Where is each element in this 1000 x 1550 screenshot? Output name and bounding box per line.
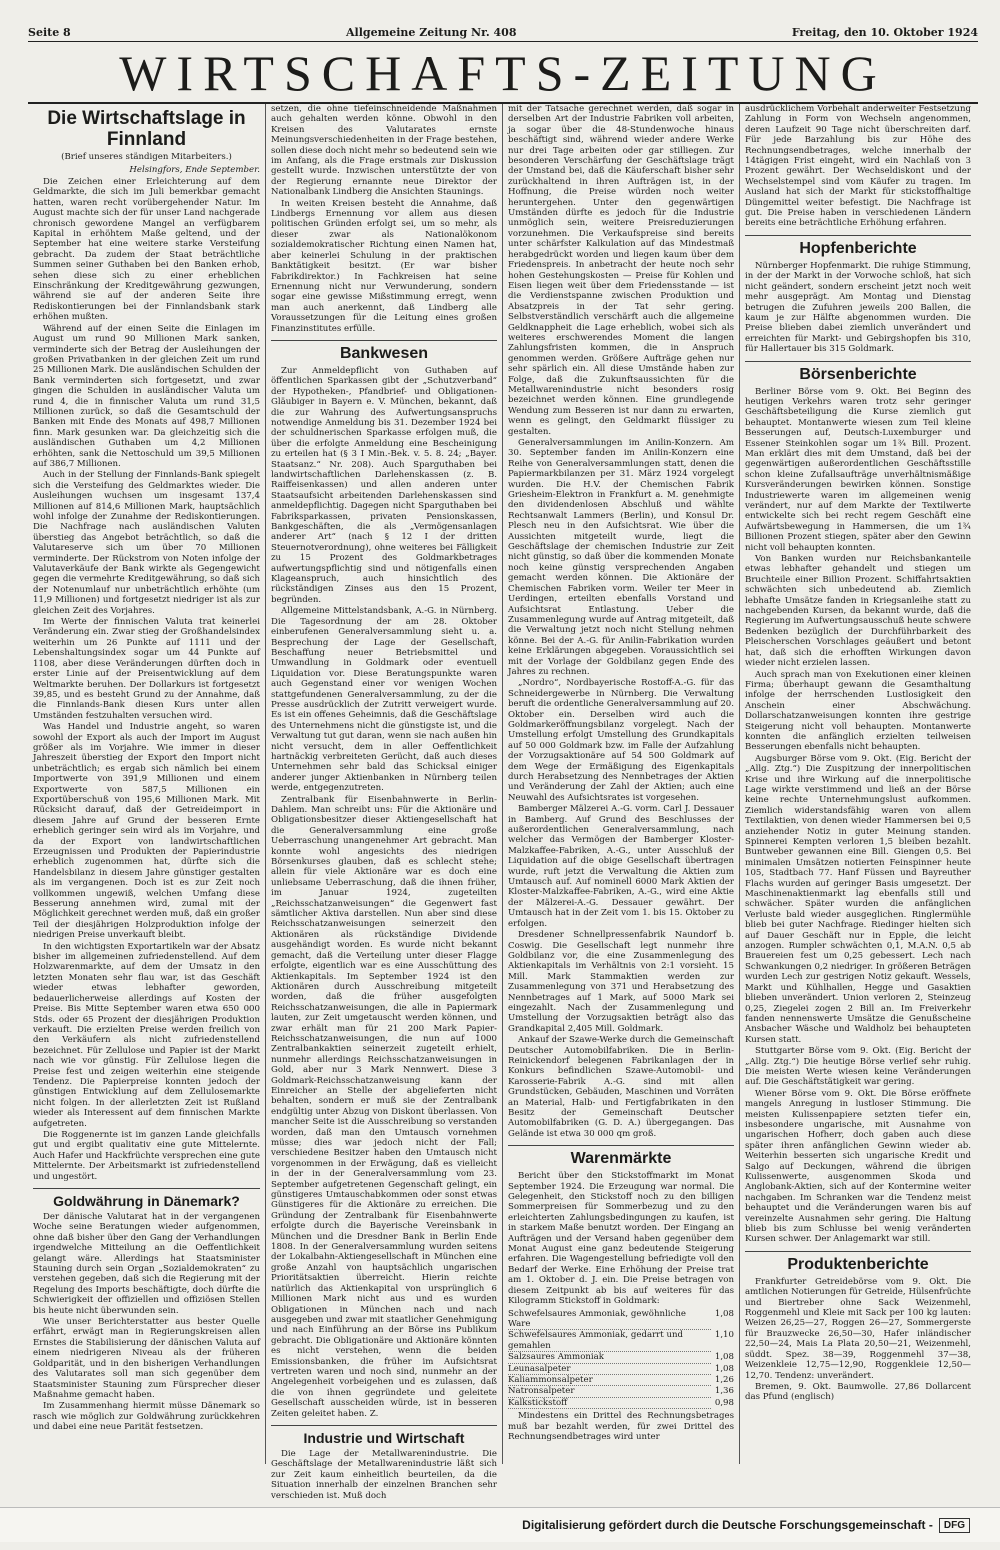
paragraph: Der dänische Valutarat hat in der vergangenen Woche seine Beratungen wieder aufgenommen, ohne daß bisher über den Gang der Verhandlungen irgendwelche Mitteilung an die Oeffentlichkeit gelangt wäre. Allerdings hat Staatsminister Stauning durch sein Organ „Sozialdemokraten“ zu verstehen gegeben, daß sich die Regierung mit der Regelung des Imports beschäftigte, doch dürfte die Schwierigkeit der offiziellen und offiziösen Stellen bis heute nicht überwunden sein. xyxy=(33,1212,260,1316)
table-row xyxy=(508,1386,734,1397)
paragraph: Wiener Börse vom 9. Okt. Die Börse eröffnete mangels Anregung in lustloser Stimmung. Die meisten Kulissenpapiere setzten tiefer ein, insbesondere ungarische, mit Ausnahme von ungarischen Hofherr, doch gaben auch diese später ihren anfänglichen Gewinn wieder ab. Weiterhin besserten sich ungarische Kredit und Salgo auf Deckungen, während die übrigen Kulissenwerte, ausgenommen Skoda und Anglobank-Aktien, sich auf der Kontermine weiter nachgaben. Im Schranken war die Tendenz meist behauptet und die Veränderungen waren bis auf vereinzelte Ausnahmen sehr gering. Die Haltung blieb bis zum Schlusse bei wenig veränderten Kursen schwer. Der Anlagemarkt war still. xyxy=(745,1088,971,1245)
article-title: Die Wirtschaftslage in Finnland xyxy=(47,108,246,150)
dateline: Helsingfors, Ende September. xyxy=(129,165,260,175)
table-row xyxy=(508,1375,734,1386)
paragraph: In den wichtigsten Exportartikeln war der Absatz bisher im allgemeinen zufriedenstellend. Auf dem Holzwarenmarkte, auf dem der Umsatz in den letzten Monaten sehr flau war, ist das Geschäft wieder etwas lebhafter geworden, bedauerlicherweise allerdings auf Kosten der Preise. Bis Mitte September waren etwa 650 000 Stds. oder 65 Prozent der diesjährigen Produktion verkauft. Die erzielten Preise werden freilich von den Verkäufern als nicht zufriedenstellend bezeichnet. Für Zellulose und Papier ist der Markt nach wie vor günstig. Für Zellulose liegen die Preise fest und zeigen weiterhin eine steigende Tendenz. Die Papierpreise konnten jedoch der günstigen Entwicklung auf dem Zellulosemarkte nicht folgen. In der allerletzten Zeit ist Rußland wieder als Interessent auf dem finnischen Markte aufgetreten. xyxy=(33,941,260,1129)
table-cell-name: Schwefelsaures Ammoniak, gedarrt und gemahlen xyxy=(508,1330,711,1352)
page-number: Seite 8 xyxy=(28,26,71,39)
paragraph: Berliner Börse vom 9. Okt. Bei Beginn des heutigen Verkehrs waren trotz sehr geringer Geschäftsbeteiligung die Kurse ziemlich gut behauptet. Montanwerte wiesen zum Teil kleine Besserungen auf, Deutsch-Luxemburger und Essener Steinkohlen sogar um 1¾ Bill. Prozent. Man erklärt dies mit dem Umstand, daß bei der gegenwärtigen außerordentlichen Geschäftsstille schon kleine Zufallsaufträge unverhältnismäßige Kursveränderungen bewirken können. Sonstige Industriewerte waren im allgemeinen wenig verändert, nur auf dem Markte der Textilwerte entwickelte sich bei recht regem Geschäft eine Aufwärtsbewegung in Hammersen, die um 1¾ Billionen Prozent stiegen, später aber den Gewinn nicht voll behaupten konnten. xyxy=(745,386,971,553)
paragraph: Was Handel und Industrie angeht, so waren sowohl der Export als auch der Import im August größer als im Vorjahre. Wie immer in dieser Jahreszeit überstieg der Export den Import nicht unbeträchtlich; es ergab sich nämlich bei einem Importwerte von 391,9 Millionen und einem Exportwerte von 587,5 Millionen ein Exportüberschuß von 195,6 Millionen Mark. Mit Rücksicht darauf, daß der Getreideimport in diesem Jahre auf Grund der besseren Ernte erheblich geringer sein wird als im Vorjahre, und da der Export von landwirtschaftlichen Erzeugnissen und Produkten der Papierindustrie erheblich zugenommen hat, dürfte sich die Handelsbilanz in diesem Jahre günstiger gestalten als im vergangenen. Doch ist es zur Zeit noch vollkommen ungewiß, welchen Umfang diese Besserung annehmen wird, zumal mit der Möglichkeit gerechnet werden muß, daß ein großer Teil der diesjährigen Holzproduktion infolge der niedrigen Preise unverkauft bleibt. xyxy=(33,722,260,941)
paragraph: Im Zusammenhang hiermit müsse Dänemark so rasch wie möglich zur Goldwährung zurückkehren und dabei eine neue Parität festsetzen. xyxy=(33,1401,260,1433)
section-heading-bankwesen: Bankwesen xyxy=(271,340,497,363)
price-table xyxy=(508,1309,734,1410)
paragraph: setzen, die ohne tiefeinschneidende Maßnahmen auch gehalten werden könne. Obwohl in den Kreisen des Valutarates ernste Meinungsverschiedenheiten in der Frage bestehen, sollen diese doch nicht mehr so bedeutend sein wie im Anfang, als die Frage erstmals zur Diskussion gestellt wurde. Inzwischen unterstützte der von der Regierung ernannte neue Direktor der Nationalbank Lindberg die Ansichten Staunings. xyxy=(271,104,497,198)
section-heading-industrie: Industrie und Wirtschaft xyxy=(271,1425,497,1446)
running-head xyxy=(28,26,978,42)
table-row xyxy=(508,1364,734,1375)
issue-title: Allgemeine Zeitung Nr. 408 xyxy=(346,26,517,39)
table-cell-name: Kaliammonsalpeter xyxy=(508,1375,711,1386)
paragraph: Allgemeine Mittelstandsbank, A.-G. in Nürnberg. Die Tagesordnung der am 28. Oktober einberufenen Generalversammlung sieht u. a. Besprechung der Lage der Gesellschaft, Beschaffung neuer Betriebsmittel und Umwandlung in Goldmark oder eventuell Liquidation vor. Diese Beratungspunkte waren auch Gegenstand einer vor wenigen Wochen stattgefundenen Generalversammlung, zu der die Presse ausdrücklich der Zutritt verweigert wurde. Es ist ein offenes Geheimnis, daß die Geschäftslage des Unternehmens nicht die günstigste ist, und die Verwaltung tut gut daran, wenn sie nach außen hin nicht versucht, dem in aller Oeffentlichkeit hartnäckig verbreiteten Gerücht, daß auch dieses Unternehmen sehr bald das Schicksal einiger anderer junger Aktienbanken in Nürnberg teilen werde, entgegenzutreten. xyxy=(271,606,497,794)
newspaper-page xyxy=(28,26,978,1506)
table-cell-value: 1,26 xyxy=(714,1374,734,1385)
masthead: WIRTSCHAFTS-ZEITUNG xyxy=(28,44,978,104)
paragraph: Von Banken wurden nur Reichsbankanteile etwas lebhafter gehandelt und stiegen um Bruchteile einer Billion Prozent. Schiffahrtsaktien schwächten sich unbedeutend ab. Ziemlich lebhafte Umsätze fanden in Kriegsanleihe statt zu nachgebenden Kursen, da bekannt wurde, daß die Regierung im Aufwertungsausschuß heute schwere Bedenken bezüglich der Durchführbarkeit des Pleischerschen Vorschlages geäußert und betont hat, daß sich die erhofften Wirkungen davon wieder nicht erzielen lassen. xyxy=(745,554,971,669)
paragraph: In weiten Kreisen besteht die Annahme, daß Lindbergs Ernennung vor allem aus diesen politischen Gründen erfolgt sei, um so mehr, als dieser zwar als Nationalökonom sozialdemokratischer Richtung einen Namen hat, aber keinerlei Schulung in der praktischen Banktätigkeit besitzt. (Er war bisher Fabrikdirektor.) In Fachkreisen hat seine Ernennung nicht nur Verwunderung, sondern sogar eine gewisse Mißstimmung erregt, wenn man auch anerkennt, daß Lindberg alle Voraussetzungen für die Leitung eines großen Finanzinstitutes erfülle. xyxy=(271,198,497,334)
paragraph: mit der Tatsache gerechnet werden, daß sogar in derselben Art der Industrie Fabriken voll arbeiten, ja sogar über die 48-Stundenwoche hinaus beschäftigt sind, während wieder andere Werke nur drei Tage arbeiten oder gar stilliegen. Zur besonderen Verschärfung der Geschäftslage trägt der Umstand bei, daß die Käuferschaft bisher sehr zurückhaltend in ihren Aufträgen ist, in der Hoffnung, die Preise würden noch weiter heruntergehen. Unter den gegenwärtigen Umständen dürfte es jedoch für die Industrie unmöglich sein, weitere Preisreduzierungen vorzunehmen. Die Verkaufspreise sind bereits unter schärfster Kalkulation auf das Mindestmaß herabgedrückt worden und liegen kaum über dem Friedenspreis. In anbetracht der heute noch sehr hohen Gestehungskosten — Preise für Kohlen und Eisen liegen weit über dem Friedensstande — ist die Verdienstspanne zwischen Produktion und Absatzpreis in der Tat sehr gering. Selbstverständlich verschärft auch die allgemeine Geldknappheit die Lage erheblich, wobei sich als weiteres erschwerendes Moment die langen Zahlungsfristen kommen, die in Anspruch genommen werden. Größere Aufträge gehen nur sehr spärlich ein. All diese Umstände haben zur Folge, daß die Zukunftsaussichten für die Metallwarenindustrie nicht besonders rosig bezeichnet werden können. Eine grundlegende Wendung zum Besseren ist nur dann zu erwarten, wenn es gelingt, den Geldmarkt flüssiger zu gestalten. xyxy=(508,104,734,437)
table-cell-name: Salzsaures Ammoniak xyxy=(508,1352,711,1363)
paragraph: Die Zeichen einer Erleichterung auf dem Geldmarkte, die sich im Juli bemerkbar gemacht hatten, waren recht vorübergehender Natur. Im August machte sich der für unser Land nachgerade chronisch gewordene Mangel an verfügbarem Kapital in erhöhtem Maße geltend, und der September hat eine weitere starke Versteifung gebracht. Da zudem der Staat beträchtliche Summen seiner Guthaben bei den Banken erhob, sehen diese sich zu einer erheblichen Einschränkung der Kreditgewährung gezwungen, während sie auf der anderen Seite ihre Rediskontierungen bei der Finnlandsbank stark erhöhen mußten. xyxy=(33,177,260,323)
paragraph: Bamberger Mälzerei A.-G. vorm. Carl J. Dessauer in Bamberg. Auf Grund des Beschlusses der außerordentlichen Generalversammlung, nach welcher das Vermögen der Bamberger Kloster-Malzkaffee-Fabriken, A.-G., unter Ausschluß der Liquidation auf die obige Gesellschaft übertragen wurde, ruft jetzt die Verwaltung die Aktien zum Umtausch auf. Auf nominell 6000 Mark Aktien der Kloster-Malzkaffee-Fabriken, A.-G., wird eine Aktie der Mälzerei-A.-G. Dessauer gewährt. Der Umtausch hat in der Zeit vom 1. bis 15. Oktober zu erfolgen. xyxy=(508,804,734,929)
table-row xyxy=(508,1309,734,1331)
column-3 xyxy=(502,104,739,1464)
table-cell-name: Schwefelsaures Ammoniak, gewöhnliche Ware xyxy=(508,1309,711,1331)
footer-text: Digitalisierung gefördert durch die Deutsche Forschungsgemeinschaft - xyxy=(522,1518,933,1532)
column-2 xyxy=(265,104,502,1501)
paragraph: Auch sprach man von Exekutionen einer kleinen Firma; überhaupt gewann die Gesamthaltung infolge der herrschenden Lustlosigkeit den Anschein einer Abschwächung. Dollarschatzanweisungen konnten ihre gestrige Steigerung nicht voll behaupten. Montanwerte konnten die anfänglich erzielten teilweisen Besserungen ebenfalls nicht behaupten. xyxy=(745,669,971,753)
paragraph: Während auf der einen Seite die Einlagen im August um rund 90 Millionen Mark sanken, verminderte sich der Betrag der Ausleihungen der großen Privatbanken in der gleichen Zeit um rund 25 Millionen Mark. Die ausländischen Schulden der Bank verminderten sich fortgesetzt, und zwar gingen die Schulden in ausländischer Valuta um rund 4, die in finnischer Valuta um rund 31,5 Millionen zurück, so daß die Gesamtschuld der Banken mit Ende des Monats auf 498,7 Millionen finn. Mark gesunken war. Da gleichzeitig sich die ausländischen Guthaben um 4,2 Millionen erhöhten, sank die Nettoschuld um 39,5 Millionen auf 386,7 Millionen. xyxy=(33,323,260,469)
paragraph: Im Werte der finnischen Valuta trat keinerlei Veränderung ein. Zwar stieg der Großhandelsindex weiterhin um 26 Punkte auf 1111 und der Lebenshaltungsindex sogar um 44 Punkte auf 1108, aber diese Veränderungen dürften doch in erster Linie auf der Preisentwicklung auf dem Weltmarkte beruhen. Der Dollarkurs ist fortgesetzt 39,85, und es besteht Grund zu der Annahme, daß die Finnlands-Bank diesen Kurs unter allen Umständen festzuhalten versuchen wird. xyxy=(33,617,260,721)
table-cell-value: 1,08 xyxy=(714,1352,734,1363)
paragraph: Ankauf der Szawe-Werke durch die Gemeinschaft Deutscher Automobilfabriken. Die in Berlin-Reinickendorf belegenen Fabrikanlagen der in Konkurs befindlichen Szawe-Automobil- und Karosserie-Fabrik A.-G. sind mit allen Grundstücken, Gebäuden, Maschinen und Vorräten an Material, Halb- und Fertigfabrikaten in den Besitz der Gemeinschaft Deutscher Automobilfabriken (G. D. A.) übergegangen. Das Gelände ist etwa 30 000 qm groß. xyxy=(508,1035,734,1139)
paragraph: Dresdener Schnellpressenfabrik Naundorf b. Coswig. Die Gesellschaft legt nunmehr ihre Goldbilanz vor, die eine Zusammenlegung des Aktienkapitals im Verhältnis von 2:1 vorsieht. 15 Mill. Mark Stammaktien werden zur Zusammenlegung von 371 und Herabsetzung des Nennbetrages auf 1 Mark, auf 5000 Mark sei eingezahlt. Nach der Zusammenlegung und Umstellung der Vorzugsaktien beträgt also das Grandkapital 2,405 Mill. Goldmark. xyxy=(508,930,734,1034)
section-heading-produkten: Produktenberichte xyxy=(745,1251,971,1274)
paragraph: Zur Anmeldepflicht von Guthaben auf öffentlichen Sparkassen gibt der „Schutzverband“ der Hypotheken-, Pfandbrief- und Obligationen-Gläubiger in Bayern e. V. München, bekannt, daß die zur Wahrung des Aufwertungsanspruchs notwendige Anmeldung bis 31. Dezember 1924 bei der schuldnerischen Sparkasse erfolgen muß, die über die erfolgte Anmeldung eine Bescheinigung zu erteilen hat (§ 3 I Min.-Bek. v. 5. 8. 24; „Bayer. Staatsanz.“ Nr. 208). Auch Sparguthaben bei landwirtschaftlichen Darlehenskassen (z. B. Raiffeisenkassen) und allen anderen unter Staatsaufsicht arbeitenden Darlehenskassen sind anmeldepflichtig. Dagegen nicht Sparguthaben bei Fabriksparkassen, privaten Pensionskassen, Bankgeschäften, die als „Vermögensanlagen anderer Art“ (nach § 12 I der dritten Steuernotverordnung), ohne weiteres bei Fälligkeit zu 15 Prozent des Goldmarkbetrages aufwertungspflichtig sind und nötigenfalls einen Klageanspruch, auch hinsichtlich des rückständigen Zinses aus den 15 Prozent, begründen. xyxy=(271,365,497,605)
section-heading-warenmaerkte: Warenmärkte xyxy=(508,1145,734,1168)
table-cell-value: 1,36 xyxy=(714,1386,734,1397)
paragraph: Bremen, 9. Okt. Baumwolle. 27,86 Dollarcent das Pfund (englisch) xyxy=(745,1381,971,1403)
paragraph: Mindestens ein Drittel des Rechnungsbetrages muß bar bezahlt werden, für zwei Drittel des Rechnungsendbetrages wird unter xyxy=(508,1411,734,1442)
article-subtitle: (Brief unseres ständigen Mitarbeiters.) xyxy=(61,152,232,162)
dfg-logo: DFG xyxy=(939,1518,970,1533)
section-heading-hopfen: Hopfenberichte xyxy=(745,235,971,258)
paragraph: Wie unser Berichterstatter aus bester Quelle erfährt, erwägt man in Regierungskreisen allen Ernstes die Stabilisierung der dänischen Valuta auf einem niedrigeren Niveau als der früheren Goldparität, und in den bisherigen Verhandlungen des Valutarates soll man sich gegenüber dem Staatsminister Stauning zum Fürsprecher dieser Maßnahme gemacht haben. xyxy=(33,1317,260,1400)
issue-date: Freitag, den 10. Oktober 1924 xyxy=(791,26,978,39)
paragraph: Stuttgarter Börse vom 9. Okt. (Eig. Bericht der „Allg. Ztg.“) Die heutige Börse verlief sehr ruhig. Die meisten Werte wiesen keine Veränderungen auf. Die Geschäftstätigkeit war gering. xyxy=(745,1046,971,1088)
paragraph: „Nordro“, Nordbayerische Rostoff-A.-G. für das Schneidergewerbe in Nürnberg. Die Verwaltung beruft die ordentliche Generalversammlung auf 20. Oktober ein. Derselben wird auch die Goldmarkeröffnungsbilanz vorgelegt. Nach der Umstellung erfolgt Umstellung des Grundkapitals auf 50 000 Goldmark bzw. im Falle der Aufzahlung der Vorzugsaktionäre auf 54 500 Goldmark auf dem Wege der Ermäßigung des Eigenkapitals durch Herabsetzung des Nennbetrages der Aktien und Veränderung der Zahl der Aktien; auch eine Neuwahl des Aufsichtsrates ist vorgesehen. xyxy=(508,678,734,803)
paragraph: Zentralbank für Eisenbahnwerte in Berlin-Dahlem. Man schreibt uns: Für die Aktionäre und Obligationsbesitzer dieser Aktiengesellschaft hat die Generalversammlung eine große Ueberraschung unangenehmer Art gebracht. Man konnte wohl angesichts des niedrigen Börsenkurses glauben, daß es schlecht stehe; allein für viele Aktionäre war es doch eine unliebsame Ueberraschung, daß die ihnen früher, im Januar 1924, zugeteilten „Reichsschatzanweisungen“ die Gegenwert fast sämtlicher Aktiva darstellen. Nun aber sind diese Reichsschatzanweisungen seinerzeit den Aktionären als rückständige Dividende ausgehändigt worden. Es wurde nicht bekannt gemacht, daß die Verteilung unter dieser Flagge erfolgte, eigentlich war es eine Ausschüttung des Aktienkapitals. Im September 1924 ist den Aktionären durch Ausschreibung mitgeteilt worden, daß die früher ausgefolgten Reichsschatzanweisungen, die alle in Papiermark lauten, zur Zeit umgetauscht werden können, und zwar erhält man für 21 200 Mark Papier-Reichsschatzanweisungen, die nun auf 1000 Zentralbankaktien seinerzeit zugeteilt erhielt, nunmehr allerdings Reichsschatzanweisungen in Gold, aber nur 3 Mark Nennwert. Diese 3 Goldmark-Reichsschatzanweisung kann der Einreicher an Stelle der abgelieferten nicht behalten, sondern er muß sie der Zentralbank endgültig unter Abzug von Diskont überlassen. Von mancher Seite ist die Ausschreibung so verstanden worden, daß man den Umtausch vornehmen müsse; dies war jedoch nicht der Fall; verschiedene Besitzer haben den Umtausch nicht vorgenommen in der Erwägung, daß es vielleicht in der in der Generalversammlung vom 23. September aufgetretenen Gegenschaft gelingt, ein günstigeres Umtauschabkommen oder sonst etwas Günstigeres für die Aktionäre zu erreichen. Die Gründung der Zentralbank für Eisenbahnwerte erfolgte durch die Bayerische Vereinsbank in München und die Dresdner Bank in Berlin Ende 1808. In der Generalversammlung wurden seitens der Lokalbahn-Aktiengesellschaft in München eine große Anzahl von hauptsächlich ungarischen Prioritätsaktien überreicht. Hierin reichte natürlich das Aktienkapital von ursprünglich 6 Millionen Mark nicht aus und es wurden Obligationen in München nach und nach ausgegeben und zwar mit staatlicher Genehmigung und nach Einführung an der Börse ins Publikum gebracht. Die Obligationäre und Aktionäre könnten es nicht verstehen, wenn die beiden Emissionsbanken, die früher im Aufsichtsrat vertreten waren und noch sind, nunmehr an der Angelegenheit vorbeigehen und es zulassen, daß die von ihnen gegründete und geleitete Gesellschaft ausscheiden würde, ist in besseren Zeiten geleitet haben. Z. xyxy=(271,794,497,1419)
table-cell-value: 1,08 xyxy=(714,1363,734,1374)
section-heading-boerse: Börsenberichte xyxy=(745,361,971,384)
paragraph: Auch in der Stellung der Finnlands-Bank spiegelt sich die Versteifung des Geldmarktes wieder. Die Ausleihungen wuchsen um insgesamt 137,4 Millionen auf 814,6 Millionen Mark, hauptsächlich wohl infolge der Zunahme der Rediskontierungen. Die Nachfrage nach ausländischen Valuten überstieg das Angebot beträchtlich, so daß die Valutareserve sich um über 70 Millionen verminderte. Der Rückstrom von Noten infolge der Valutaverkäufe der Bank wirkte als Gegengewicht gegen die vermehrte Kreditgewährung, so daß sich der Notenumlauf nur unbeträchtlich erhöhte (um 11,9 Millionen) und fortgesetzt niedriger ist als zur gleichen Zeit des Vorjahres. xyxy=(33,470,260,616)
table-row xyxy=(508,1330,734,1352)
article-title-2: Goldwährung in Dänemark? xyxy=(33,1188,260,1209)
table-row xyxy=(508,1398,734,1409)
paragraph: Nürnberger Hopfenmarkt. Die ruhige Stimmung, in der der Markt in der Vorwoche schloß, hat sich nicht geändert, sondern erscheint jetzt noch weit mehr ausgeprägt. Am Montag und Dienstag betrugen die Zufuhren jeweils 200 Ballen, die kaum je zur Hälfte abgenommen wurden. Die Preise blieben dabei ziemlich unverändert und erreichten für Markt- und Gebirgshopfen bis 310, für Hallertauer bis 315 Goldmark. xyxy=(745,260,971,355)
table-cell-name: Natronsalpeter xyxy=(508,1386,711,1397)
columns xyxy=(28,104,978,1501)
paragraph: Die Lage der Metallwarenindustrie. Die Geschäftslage der Metallwarenindustrie läßt sich zur Zeit kaum einheitlich beurteilen, da die Situation innerhalb der einzelnen Branchen sehr verschieden ist. Muß doch xyxy=(271,1448,497,1501)
table-cell-name: Kalkstickstoff xyxy=(508,1398,711,1409)
paragraph: Frankfurter Getreidebörse vom 9. Okt. Die amtlichen Notierungen für Getreide, Hülsenfrüchte und Biertreber ohne Sack Weizenmehl, Roggenmehl und Kleie mit Sack per 100 kg lauten: Weizen 26,25—27, Roggen 26—27, Sommergerste für Brauzwecke 26,50—30, Hafer inländischer 22,50—24, Mais La Plata 20,50—21, Weizenmehl, süddt. Spez. 38—39, Roggenmehl 37—38, Weizenkleie 12,75—12,90, Roggenkleie 12,50—12,70. Tendenz: unverändert. xyxy=(745,1276,971,1381)
paragraph: Augsburger Börse vom 9. Okt. (Eig. Bericht der „Allg. Ztg.“) Die Zuspitzung der innerpolitischen Krise und ihre Wirkung auf die innerpolitische Lage wirkte verstimmend und ließ an der Börse keine rechte Unternehmungslust aufkommen. Ziemlich widerstandsfähig waren von allem Textilaktien, von denen wieder Hammersen bei 0,5 anziehender Notiz in guter Meinung standen. Spinnerei Kempten verloren 1,5 bleiben bezahlt. Buntweber gewannen eine Bill. Giengen 0,5. Bei minimalen Umsätzen notierten Feinspinner heute 105, Stadtbach 77. Hanf Füssen und Bayreuther Flachs wurden auf geringer Basis umgesetzt. Der Maschinenaktienmarkt lag ebenfalls still und schwächer. Später wurden die anfänglichen Verluste bald wieder ausgeglichen. Ringlermühle blieb bei guter Nachfrage. Riedinger hielten sich auf Dauer Geschäft nur in Epple, die leicht anzogen. Rumpler schwächten 0,1, M.A.N. 0,5 ab Brauereien fest um 0,25 gebessert. Lech nach Schwankungen 0,2 niedriger. In größeren Beträgen wurden Lech zur gestrigen Notiz gekauft. Wessels, Markt und Kühlhallen, Hegge und Gasaktien blieben unverändert. Union verloren 2, Steinzeug 0,25, Ziegelei zogen 2 Bill an. Im Freiverkehr fanden nennenswerte Umsätze die Genußscheine Ansbacher Wäsche und Waldholz bei behaupteten Kursen statt. xyxy=(745,753,971,1045)
column-4 xyxy=(739,104,976,1464)
table-cell-name: Leunasalpeter xyxy=(508,1364,711,1375)
column-1 xyxy=(28,104,265,1464)
paragraph: Die Roggenernte ist im ganzen Lande gleichfalls gut und ergibt qualitativ eine gute Mittelernte. Auch Hafer und Hackfrüchte versprechen eine gute Mittelernte. Der Arbeitsmarkt ist zufriedenstellend und ungestört. xyxy=(33,1129,260,1182)
table-cell-value: 1,10 xyxy=(714,1330,734,1341)
paragraph: Generalversammlungen im Anilin-Konzern. Am 30. September fanden im Anilin-Konzern eine Reihe von Generalversammlungen statt, denen die Papiermarkbilanzen per 31. März 1924 vorgelegt wurden. Die H.V. der Chemischen Fabrik Griesheim-Elektron in Frankfurt a. M. genehmigte den dividendenlosen Abschluß und wählte Rechtsanwalt Lammers (Berlin), und Konsul Dr. Plesch neu in den Aufsichtsrat. Wie über die Aussichten mitgeteilt wurde, liegt die Geschäftslage der chemischen Industrie zur Zeit nicht günstig, so daß über die kommenden Monate noch keine günstig versprechenden Angaben gemacht werden können. Die Aktionäre der Chemischen Fabriken vorm. Weiler ter Meer in Uerdingen, erteilten ebenfalls Vorstand und Aufsichtsrat Entlastung. Ueber die Zusammenlegung wurde auf Antrag mitgeteilt, daß die Verwaltung jetzt noch nicht Stellung nehmen könne. Bei der A.-G. für Anilin-Fabrikation wurden keine Erklärungen abgegeben. Voraussichtlich sei mit der Vorlage der Goldbilanz gegen Ende des Jahres zu rechnen. xyxy=(508,438,734,677)
table-cell-value: 0,98 xyxy=(714,1397,734,1408)
paragraph: Bericht über den Stickstoffmarkt im Monat September 1924. Die Erzeugung war normal. Die Gelegenheit, den Stickstoff noch zu den billigen Sommerpreisen für Sommerbezug und zu den erleichterten Zahlungsbedingungen zu kaufen, ist in starkem Maße benutzt worden. Der Eingang an Aufträgen und der Versand haben gegenüber dem Monat August eine ganz bedeutende Steigerung erfahren. Die Wagengestellung befriedigte voll den Bedarf der Werke. Eine Erhöhung der Preise trat am 1. Oktober d. J. ein. Die Preise betragen von diesem Zeitpunkt ab bis auf weiteres für das Kilogramm Stickstoff in Goldmark: xyxy=(508,1171,734,1307)
table-row xyxy=(508,1352,734,1363)
paragraph: ausdrücklichem Vorbehalt anderweiter Festsetzung Zahlung in Form von Wechseln angenommen, deren Laufzeit 90 Tage nicht überschreiten darf. Für jede Barzahlung bis zur Höhe des Rechnungsendbetrages, welche innerhalb der 14tägigen Frist eingeht, wird ein Nachlaß von 3 Prozent gewährt. Der Wechseldiskont und der Wechselstempel sind vom Käufer zu tragen. Im Ausland hat sich der Markt für stickstoffhaltige Düngemittel weiter befestigt. Die Nachfrage ist gut. Die Preise haben in verschiedenen Ländern bereits eine beträchtliche Erhöhung erfahren. xyxy=(745,104,971,229)
digitization-footer xyxy=(0,1507,1000,1542)
table-cell-value: 1,08 xyxy=(714,1308,734,1319)
